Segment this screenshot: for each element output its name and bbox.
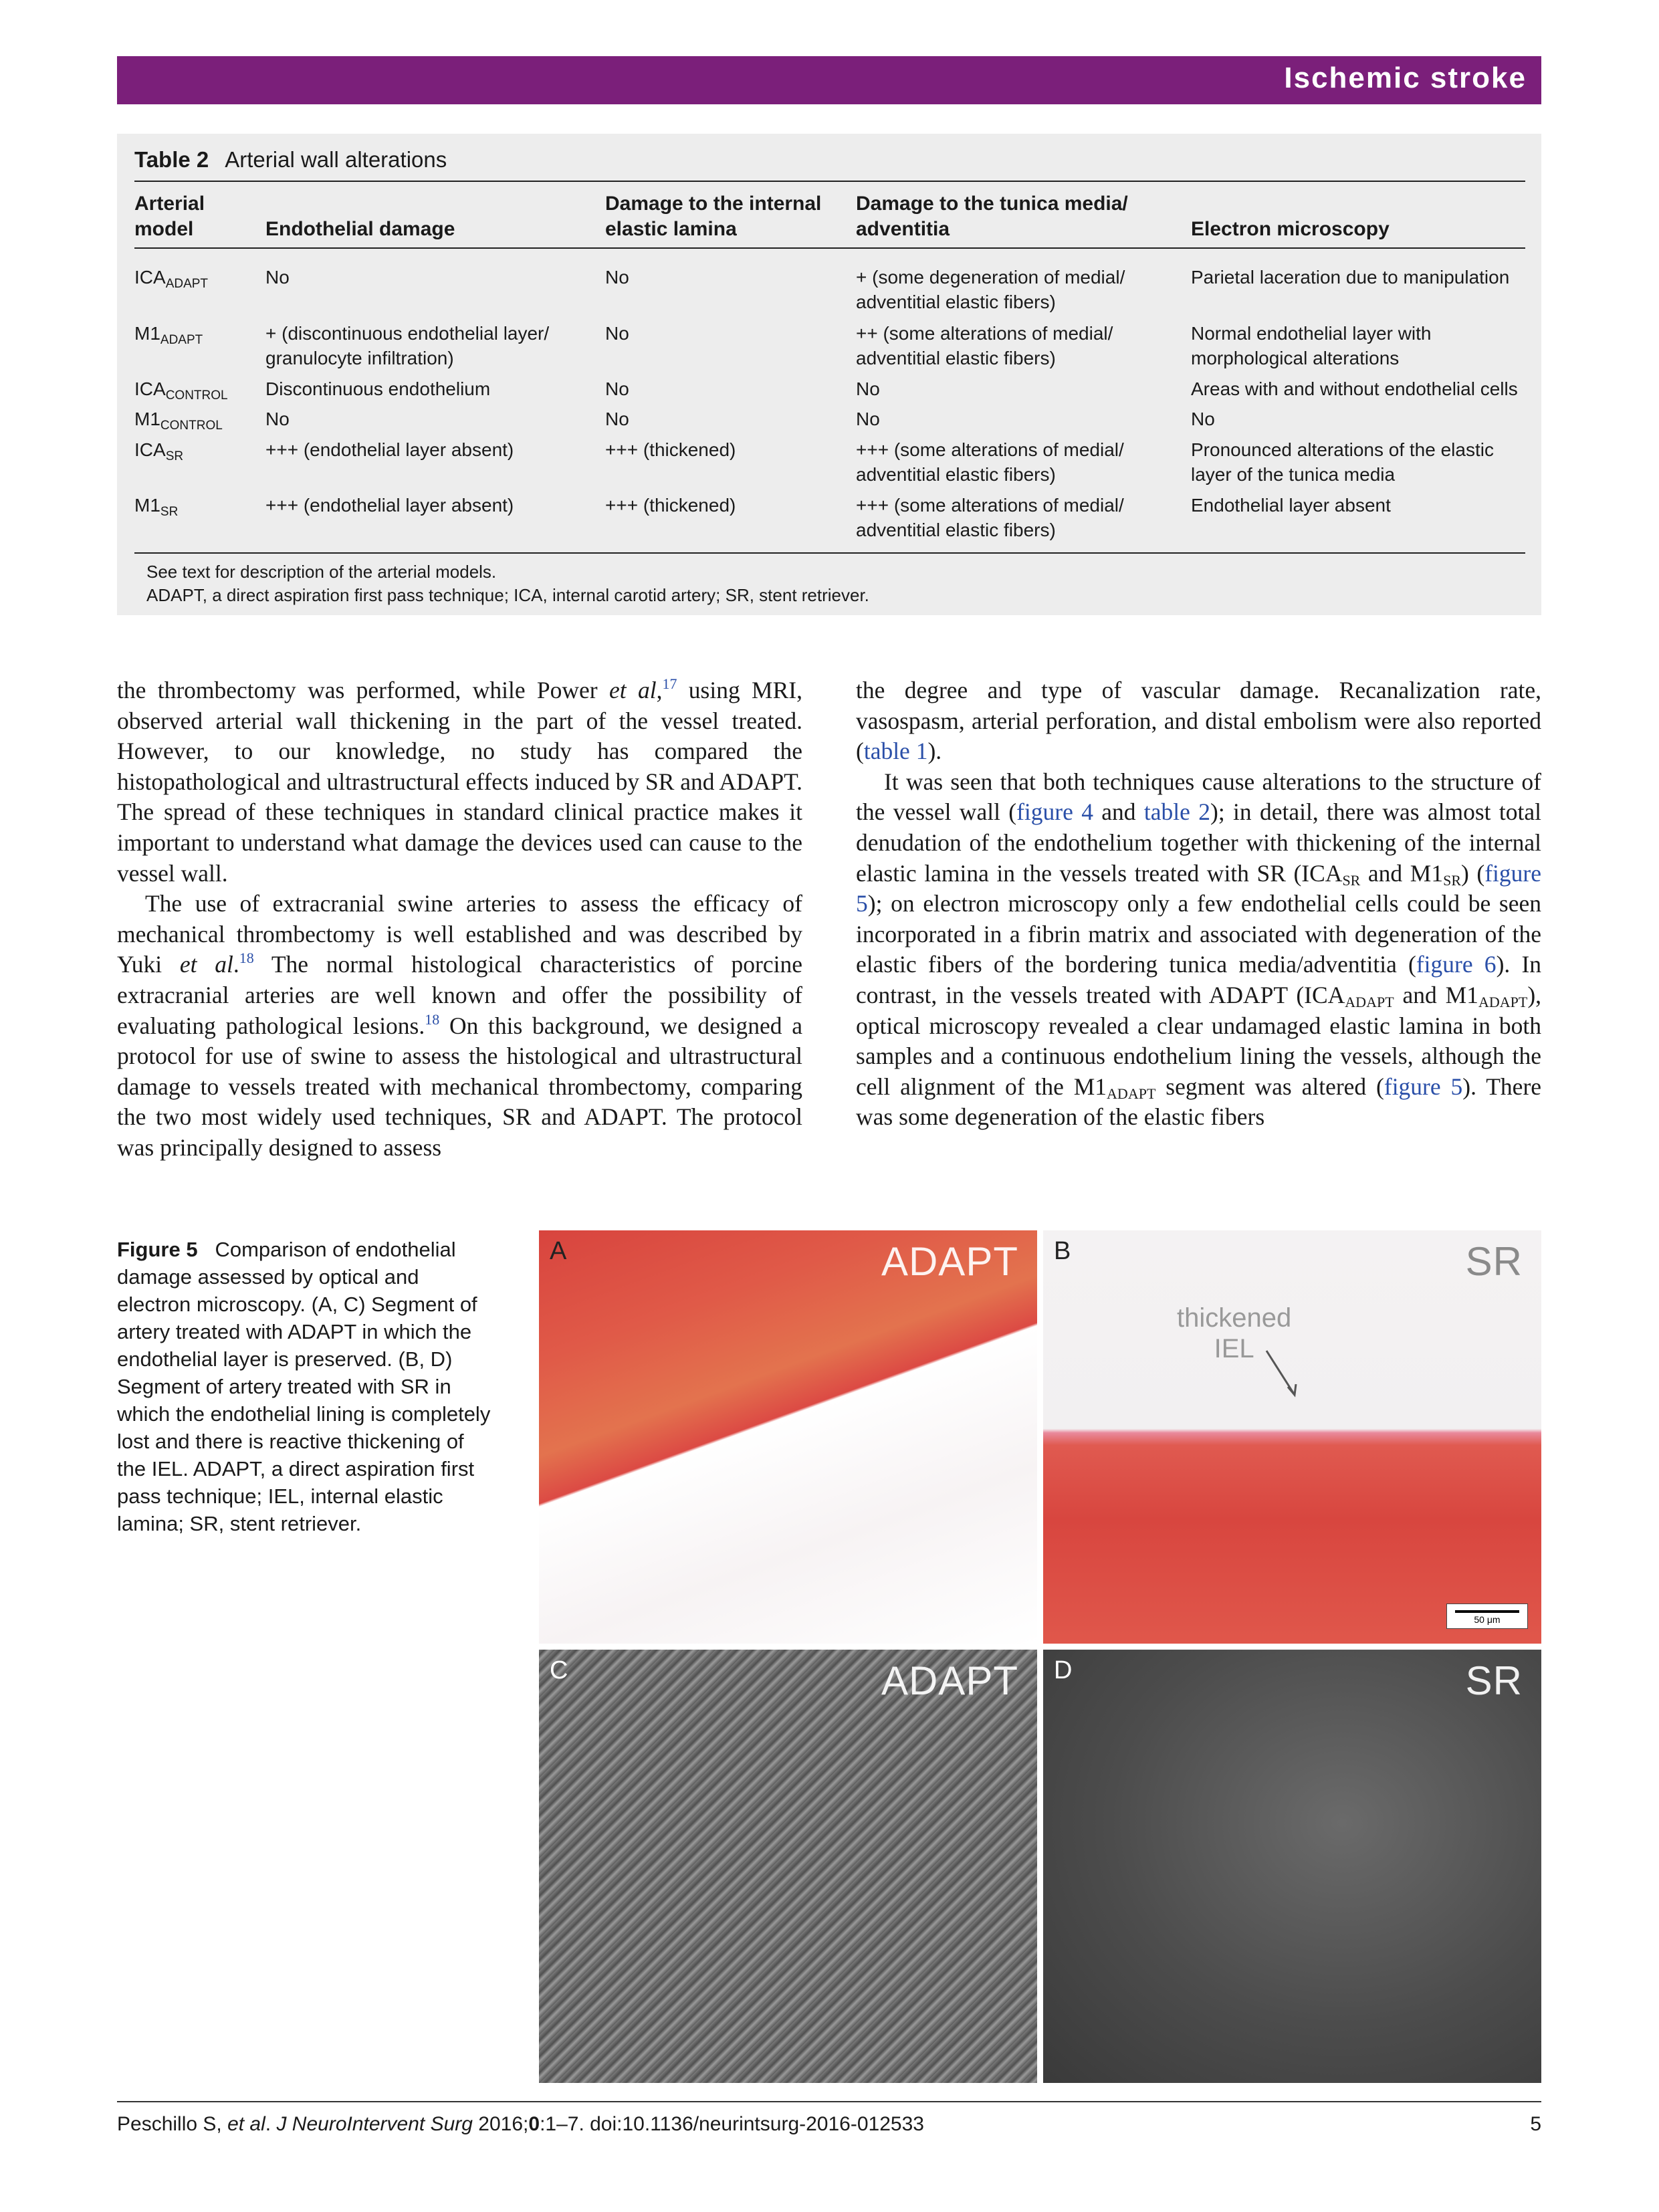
table-row-5-em: Pronounced alterations of the elastic layer of the tunica media (1191, 439, 1494, 485)
table-row-1-media: + (some degeneration of medial/ adventitial elastic fibers) (856, 267, 1125, 312)
micrograph-panel-d (1043, 1650, 1541, 2083)
table-row-1-em: Parietal laceration due to manipulation (1191, 267, 1510, 288)
table-label: Table 2 (134, 147, 209, 172)
figure-link[interactable]: figure 5 (856, 859, 1541, 917)
table-row-5-model: $ICA_{SR}$ (134, 439, 184, 463)
figure-caption-text: Comparison of endothelial damage assessed by optical and electron microscopy. (A, C) Segment of artery treated with ADAPT in which the endothelial layer is preserved. (B, D) Segment of artery treated with SR in which the endothelial lining is completely lost and there is reactive thickening of the IEL. ADAPT, a direct aspiration first pass technique; IEL, internal elastic lamina; SR, stent retriever. (117, 1238, 491, 1535)
table-link[interactable]: table 1 (863, 738, 928, 765)
panel-letter: A (550, 1237, 567, 1265)
body-column-left (117, 675, 802, 1164)
table-row-2-model: $M1_{ADAPT}$ (134, 323, 203, 347)
table-row-3-endothelial: Discontinuous endothelium (265, 378, 491, 399)
table-panel (117, 134, 1541, 615)
table-row-4-model: $M1_{CONTROL}$ (134, 409, 223, 433)
table-row-2-media: ++ (some alterations of medial/ adventitial elastic fibers) (856, 323, 1113, 368)
panel-tag: SR (1465, 1239, 1523, 1284)
footer-citation: Peschillo S, et al. J NeuroIntervent Surg 2016;0:1–7. doi:10.1136/neurintsurg-2016-012533 (117, 2113, 924, 2135)
scale-bar: 50 μm (1446, 1603, 1528, 1629)
table-link[interactable]: table 2 (1143, 798, 1210, 826)
table-row-6-endothelial: +++ (endothelial layer absent) (265, 495, 514, 516)
table-row-4-media: No (856, 409, 880, 429)
body-paragraph: the thrombectomy was performed, while Power et al,$^{17}$ using MRI, observed arterial wall thickening in the part of the vessel treated. However, to our knowledge, no study has compared the histopathological and ultrastructural effects induced by SR and ADAPT. The spread of these techniques in standard clinical practice makes it important to understand what damage the devices used can cause to the vessel wall. (117, 675, 803, 887)
table-row-3-em: Areas with and without endothelial cells (1191, 378, 1518, 399)
table-row-6-iel: +++ (thickened) (605, 495, 736, 516)
figure-link[interactable]: figure 4 (1016, 798, 1093, 826)
body-paragraph: It was seen that both techniques cause alterations to the structure of the vessel wall (figure 4 and table 2); in detail, there was almost total denudation of the endothelium together with thickening of the internal elastic lamina in the vessels treated with SR ($ICA_{SR}$ and $M1_{SR}$) (figure 5); on electron microscopy only a few endothelial cells could be seen incorporated in a fibrin matrix and associated with degeneration of the elastic fibers of the bordering tunica media/adventitia (figure 6). In contrast, in the vessels treated with ADAPT ($ICA_{ADAPT}$ and $M1_{ADAPT}$), optical microscopy revealed a clear undamaged elastic lamina in both samples and a continuous endothelium lining the vessels, although the cell alignment of the $M1_{ADAPT}$ segment was altered (figure 5). There was some degeneration of the elastic fibers (856, 768, 1542, 1131)
table-row-1-model: $ICA_{ADAPT}$ (134, 267, 209, 291)
table-footnote: See text for description of the arterial models. (146, 562, 497, 582)
footer-rule (117, 2101, 1541, 2102)
header-tunica-media: Damage to the tunica media/ adventitia (856, 193, 1128, 240)
table-row-6-model: $M1_{SR}$ (134, 495, 179, 519)
micrograph-panel-b (1043, 1230, 1541, 1644)
table-row-2-iel: No (605, 323, 629, 344)
figure-caption (117, 1236, 491, 1537)
page-number: 5 (1530, 2113, 1541, 2135)
body-column-right (856, 675, 1541, 1133)
table-row-6-em: Endothelial layer absent (1191, 495, 1391, 516)
table-row-3-iel: No (605, 378, 629, 399)
table-bottom-rule (134, 552, 1525, 554)
header-internal-elastic-lamina: Damage to the internal elastic lamina (605, 193, 822, 240)
header-endothelial-damage: Endothelial damage (265, 218, 455, 240)
table-row-2-endothelial: + (discontinuous endothelial layer/ granulocyte infiltration) (265, 323, 550, 368)
table-top-rule (134, 181, 1525, 182)
section-header-bar (117, 56, 1541, 104)
table-row-5-iel: +++ (thickened) (605, 439, 736, 460)
table-header-rule (134, 247, 1525, 249)
table-row-5-endothelial: +++ (endothelial layer absent) (265, 439, 514, 460)
figure-label: Figure 5 (117, 1238, 198, 1261)
table-row-6-media: +++ (some alterations of medial/ adventitial elastic fibers) (856, 495, 1124, 540)
table-row-3-media: No (856, 378, 880, 399)
panel-tag: ADAPT (881, 1658, 1018, 1703)
panel-letter: D (1054, 1656, 1073, 1684)
table-footnotes (146, 560, 869, 607)
panel-letter: B (1054, 1237, 1071, 1265)
table-row-4-endothelial: No (265, 409, 290, 429)
reference-link[interactable]: 18 (239, 950, 254, 967)
table-row-4-iel: No (605, 409, 629, 429)
reference-link[interactable]: 18 (425, 1010, 440, 1028)
table-row-1-iel: No (605, 267, 629, 288)
table-row-4-em: No (1191, 409, 1215, 429)
panel-tag: ADAPT (881, 1239, 1018, 1284)
table-row-3-model: $ICA_{CONTROL}$ (134, 378, 228, 403)
table-footnote: ADAPT, a direct aspiration first pass technique; ICA, internal carotid artery; SR, stent retriever. (146, 585, 869, 605)
table-title: Arterial wall alterations (225, 147, 447, 172)
reference-link[interactable]: 17 (662, 675, 677, 692)
table-row-2-em: Normal endothelial layer with morphological alterations (1191, 323, 1432, 368)
micrograph-panel-c (539, 1650, 1037, 2083)
annotation-arrow-icon (1264, 1348, 1304, 1402)
iel-annotation: thickened IEL (1177, 1303, 1292, 1363)
figure-link[interactable]: figure 5 (1384, 1073, 1463, 1100)
header-electron-microscopy: Electron microscopy (1191, 218, 1390, 240)
body-paragraph: the degree and type of vascular damage. Recanalization rate, vasospasm, arterial perforation, and distal embolism were also reported (table 1). (856, 677, 1541, 765)
section-title: Ischemic stroke (1284, 62, 1527, 94)
body-paragraph: The use of extracranial swine arteries to assess the efficacy of mechanical thrombectomy is well established and was described by Yuki et al.$^{18}$ The normal histological characteristics of porcine extracranial arteries are well known and offer the possibility of evaluating pathological lesions.$^{18}$ On this background, we designed a protocol for use of swine to assess the histological and ultrastructural damage to vessels treated with mechanical thrombectomy, comparing the two most widely used techniques, SR and ADAPT. The protocol was principally designed to assess (117, 890, 802, 1161)
table-row-5-media: +++ (some alterations of medial/ adventitial elastic fibers) (856, 439, 1124, 485)
header-arterial-model: Arterial model (134, 193, 205, 240)
figure-link[interactable]: figure 6 (1416, 951, 1497, 978)
panel-letter: C (550, 1656, 568, 1684)
table-caption (134, 147, 447, 173)
table-row-1-endothelial: No (265, 267, 290, 288)
panel-tag: SR (1465, 1658, 1523, 1703)
micrograph-panel-a (539, 1230, 1037, 1644)
